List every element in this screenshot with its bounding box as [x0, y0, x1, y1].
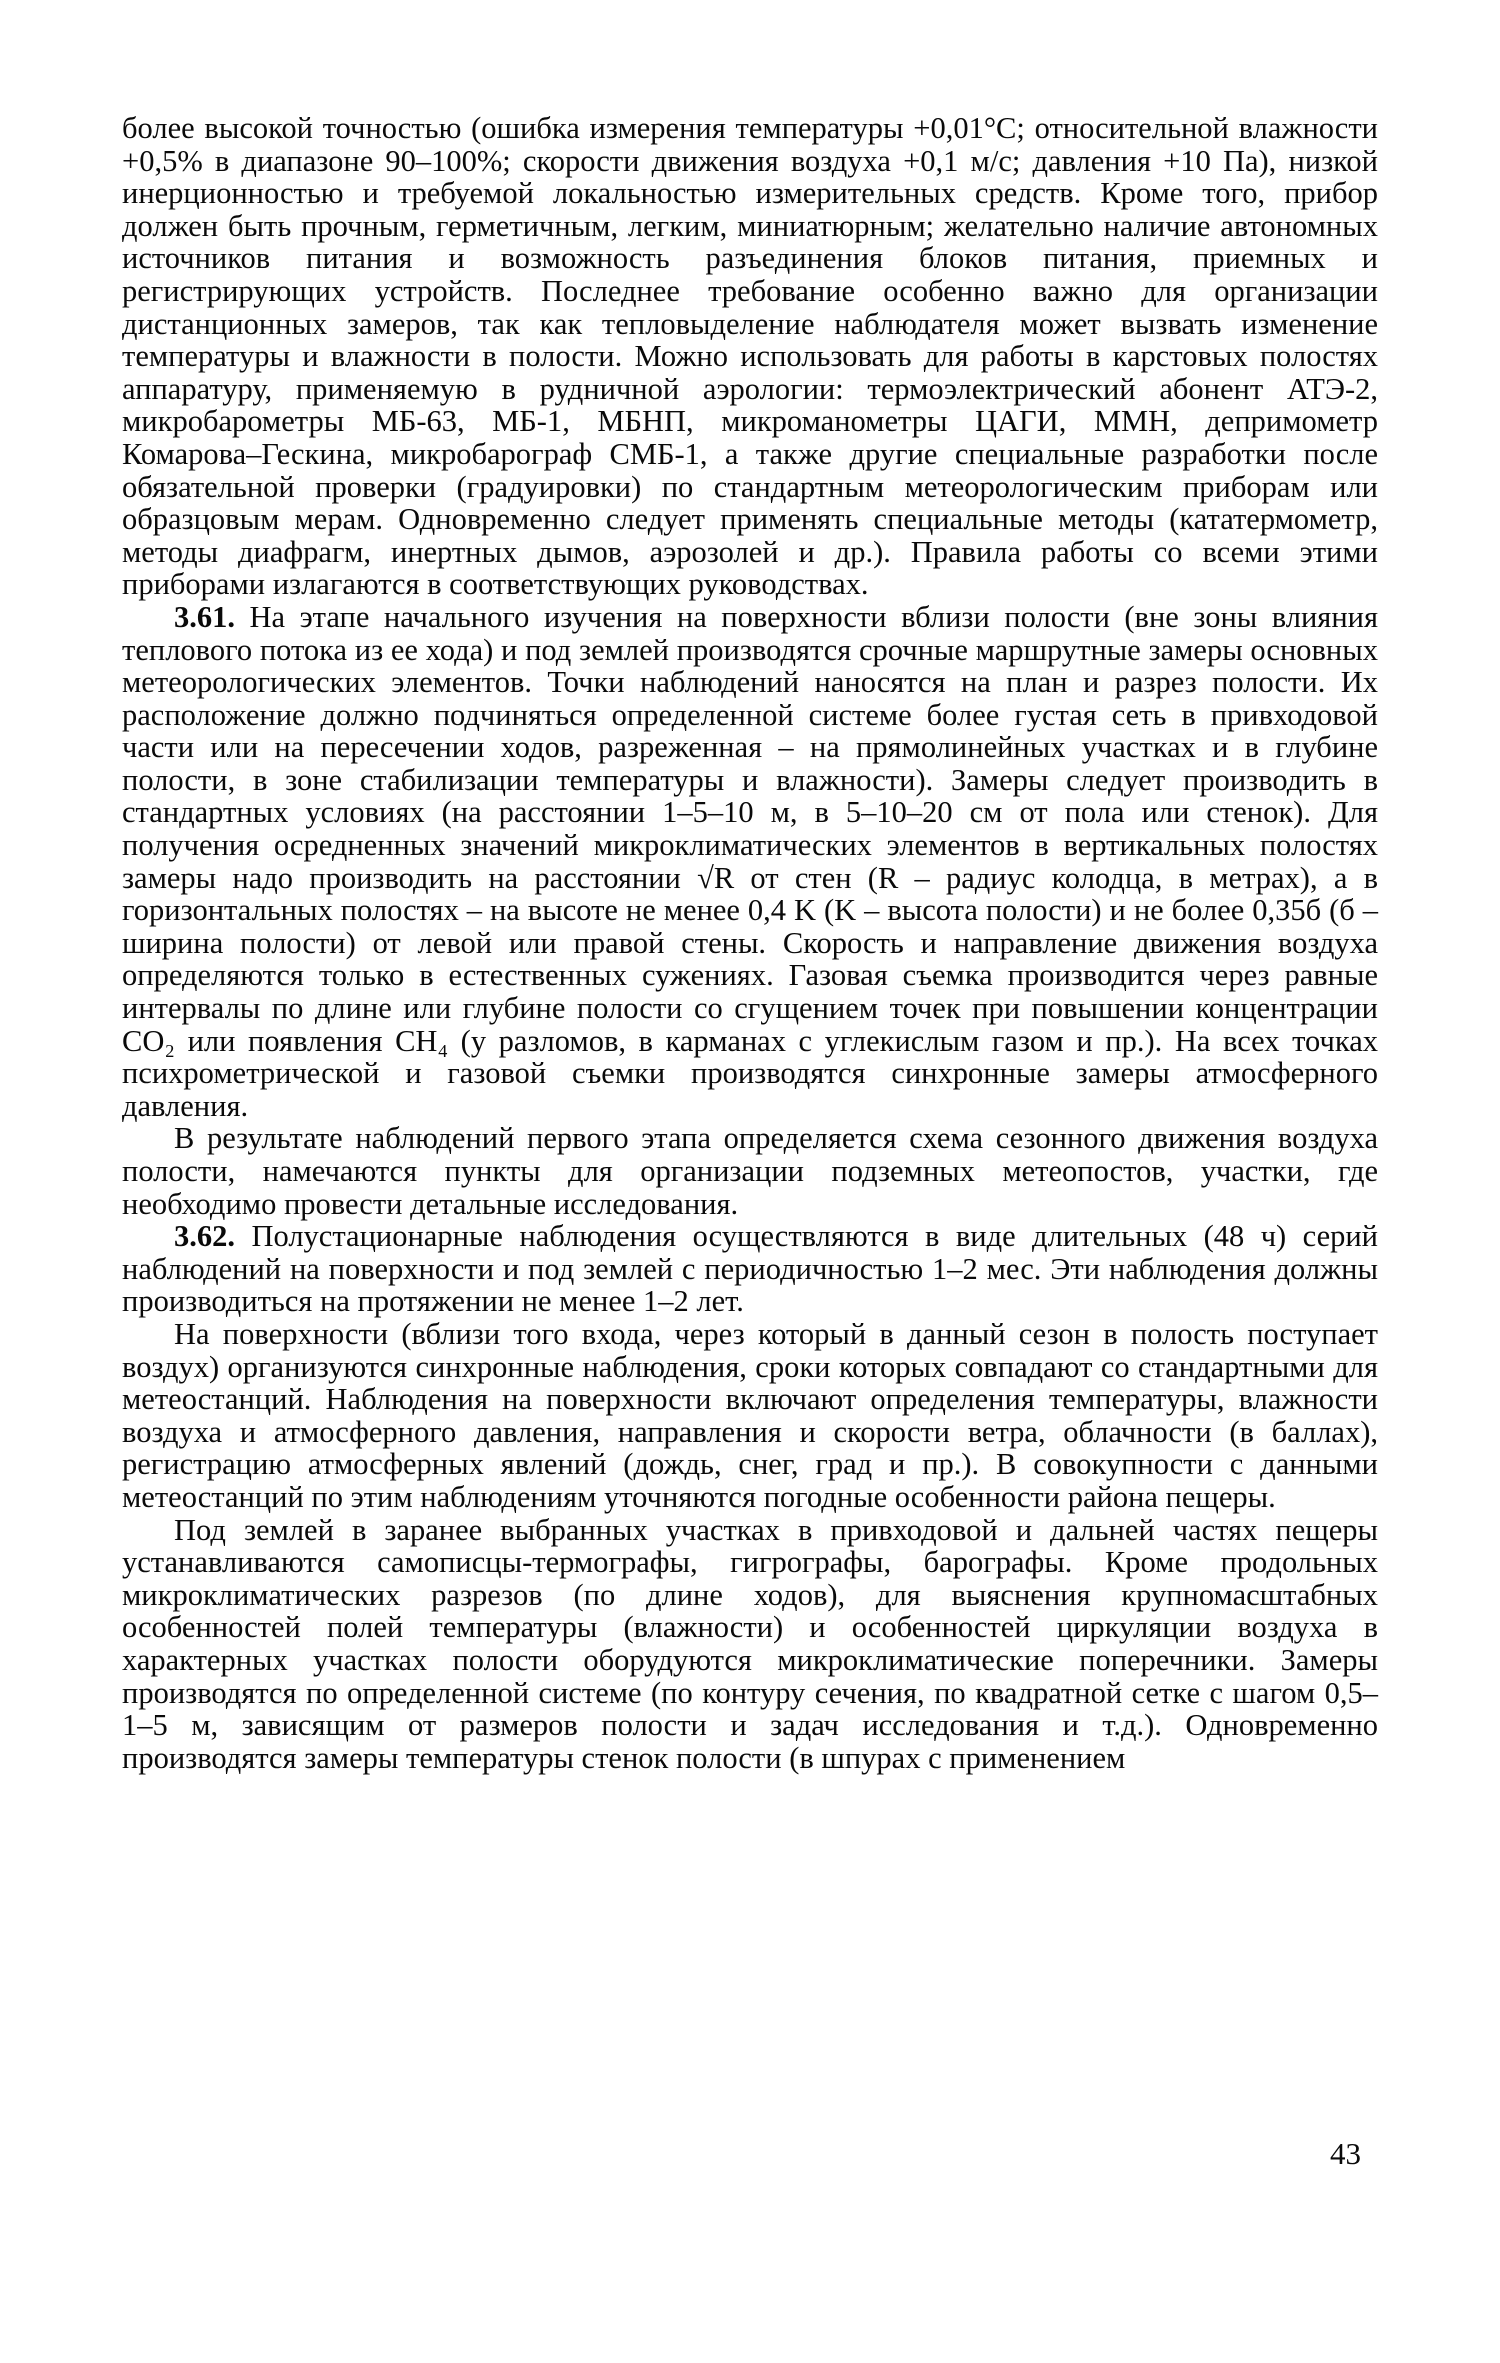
paragraph-body: В результате наблюдений первого этапа определяется схема сезонного движения воздуха полости, намечаются пункты для организации подземных метеопостов, участки, где необходимо провести детальные исследования.	[122, 1121, 1378, 1221]
paragraph-p2	[122, 601, 1378, 1123]
paragraph-p3	[122, 1122, 1378, 1220]
paragraph-body: Полустационарные наблюдения осуществляются в виде длительных (48 ч) серий наблюдений на поверхности и под землей с периодичностью 1–2 мес. Эти наблюдения должны производиться на протяжении не менее 1–2 лет.	[122, 1219, 1378, 1319]
paragraph-body: Под землей в заранее выбранных участках в привходовой и дальней частях пещеры устанавливаются самописцы-термографы, гигрографы, барографы. Кроме продольных микроклиматических разрезов (по длине ходов), для выяснения крупномасштабных особенностей полей температуры (влажности) и особенностей циркуляции воздуха в характерных участках полости оборудуются микроклиматические поперечники. Замеры производятся по определенной системе (по контуру сечения, по квадратной сетке с шагом 0,5–1–5 м, зависящим от размеров полости и задач исследования и т.д.). Одновременно производятся замеры температуры стенок полости (в шпурах с применением	[122, 1512, 1378, 1775]
paragraph-p4	[122, 1220, 1378, 1318]
paragraph-p5	[122, 1318, 1378, 1514]
paragraph-body: На этапе начального изучения на поверхности вблизи полости (вне зоны влияния теплового потока из ее хода) и под землей производятся срочные маршрутные замеры основных метеорологических элементов. Точки наблюдений наносятся на план и разрез полости. Их расположение должно подчиняться определенной системе более густая сеть в привходовой части или на пересечении ходов, разреженная – на прямолинейных участках и в глубине полости, в зоне стабилизации температуры и влажности). Замеры следует производить в стандартных условиях (на расстоянии 1–5–10 м, в 5–10–20 см от пола или стенок). Для получения осредненных значений микроклиматических элементов в вертикальных полостях замеры надо производить на расстоянии √R от стен (R – радиус колодца, в метрах), а в горизонтальных полостях – на высоте не менее 0,4 K (K – высота полости) и не более 0,35б (б – ширина полости) от левой или правой стены. Скорость и направление движения воздуха определяются только в естественных сужениях. Газовая съемка производится через равные интервалы по длине или глубине полости со сгущением точек при повышении концентрации CO₂ или появления CH₄ (у разломов, в карманах с углекислым газом и пр.). На всех точках психрометрической и газовой съемки производятся синхронные замеры атмосферного давления.	[122, 599, 1379, 1123]
page-text	[122, 112, 1378, 1774]
section-number: 3.62.	[174, 1219, 235, 1254]
paragraph-p1	[122, 112, 1378, 601]
paragraph-p6	[122, 1514, 1378, 1775]
paragraph-body: На поверхности (вблизи того входа, через который в данный сезон в полость поступает воздух) организуются синхронные наблюдения, сроки которых совпадают со стандартными для метеостанций. Наблюдения на поверхности включают определения температуры, влажности воздуха и атмосферного давления, направления и скорости ветра, облачности (в баллах), регистрацию атмосферных явлений (дождь, снег, град и пр.). В совокупности с данными метеостанций по этим наблюдениям уточняются погодные особенности района пещеры.	[122, 1316, 1378, 1514]
paragraph-body: более высокой точностью (ошибка измерения температуры +0,01°С; относительной влажности +0,5% в диапазоне 90–100%; скорости движения воздуха +0,1 м/с; давления +10 Па), низкой инерционностью и требуемой локальностью измерительных средств. Кроме того, прибор должен быть прочным, герметичным, легким, миниатюрным; желательно наличие автономных источников питания и возможность разъединения блоков питания, приемных и регистрирующих устройств. Последнее требование особенно важно для организации дистанционных замеров, так как тепловыделение наблюдателя может вызвать изменение температуры и влажности в полости. Можно использовать для работы в карстовых полостях аппаратуру, применяемую в рудничной аэрологии: термоэлектрический абонент АТЭ-2, микробарометры МБ-63, МБ-1, МБНП, микроманометры ЦАГИ, ММН, депримометр Комарова–Гескина, микробарограф СМБ-1, а также другие специальные разработки после обязательной проверки (градуировки) по стандартным метеорологическим приборам или образцовым мерам. Одновременно следует применять специальные методы (кататермометр, методы диафрагм, инертных дымов, аэрозолей и др.). Правила работы со всеми этими приборами излагаются в соответствующих руководствах.	[122, 111, 1378, 602]
page-number: 43	[1330, 2136, 1361, 2171]
section-number: 3.61.	[174, 599, 235, 634]
